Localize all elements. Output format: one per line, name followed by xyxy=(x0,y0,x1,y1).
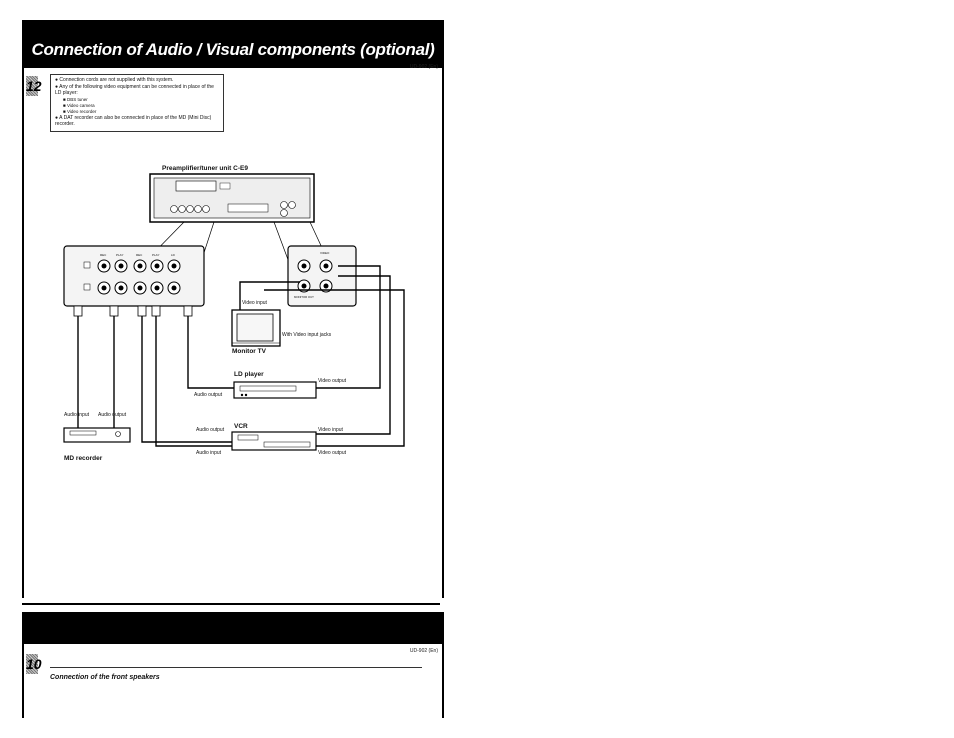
page-code: UD-902 (En) xyxy=(409,64,438,70)
monitor-label: Monitor TV xyxy=(232,348,266,355)
md-audio-output-label: Audio output xyxy=(98,412,127,418)
monitor-note: With Video input jacks xyxy=(282,332,332,338)
section-title: Connection of the front speakers xyxy=(50,674,160,681)
panel-label-video: VIDEO xyxy=(320,251,330,255)
ld-audio-output-label: Audio output xyxy=(194,392,223,398)
connection-diagram xyxy=(24,20,442,598)
vcr xyxy=(232,432,316,450)
page-divider xyxy=(22,603,440,605)
jack-label-play-2: PLAY xyxy=(152,253,160,257)
monitor-video-input-label: Video input xyxy=(242,300,267,306)
ld-player xyxy=(234,382,316,398)
note-1: Connection cords are not supplied with this system. xyxy=(59,77,174,83)
notes-box: ● Connection cords are not supplied with this system. ● Any of the following video equipment can be connected in place of the LD player: ■ DBS tuner ■ Video camera ■ Video recorder ● A DAT recorder can also be connected in place of the MD (Mini Disc) recorder. xyxy=(50,74,224,132)
vcr-label: VCR xyxy=(234,423,248,430)
jack-label-rec-2: REC xyxy=(136,253,143,257)
vcr-audio-output-label: Audio output xyxy=(196,427,225,433)
audio-jack-panel xyxy=(64,246,204,306)
vcr-video-output-label: Video output xyxy=(318,450,346,456)
md-label: MD recorder xyxy=(64,455,103,462)
page-code-2: UD-902 (En) xyxy=(409,648,438,654)
preamp-unit xyxy=(150,174,314,222)
manual-page-12 xyxy=(22,20,444,598)
jack-label-rec-1: REC xyxy=(100,253,107,257)
md-recorder xyxy=(64,428,130,442)
note-3: A DAT recorder can also be connected in place of the MD (Mini Disc) recorder. xyxy=(55,115,212,127)
monitor-tv xyxy=(232,310,280,346)
md-audio-input-label: Audio input xyxy=(64,412,90,418)
note-video-recorder: Video recorder xyxy=(66,109,97,114)
ld-video-output-label: Video output xyxy=(318,378,346,384)
note-2: Any of the following video equipment can be connected in place of the LD player: xyxy=(55,84,214,96)
panel-label-monitor-out: MONITOR OUT xyxy=(294,295,314,299)
plugs xyxy=(74,306,192,316)
manual-page-10 xyxy=(22,612,444,718)
jack-label-play-1: PLAY xyxy=(116,253,124,257)
vcr-video-input-label: Video input xyxy=(318,427,343,433)
section-rule xyxy=(50,667,422,668)
page-number-tab: 12 xyxy=(26,78,42,94)
page-title: Connection of Audio / Visual components (optional) xyxy=(31,40,435,59)
title-banner-2 xyxy=(24,612,442,644)
page-number-tab-2: 10 xyxy=(26,656,42,672)
vcr-audio-input-label: Audio input xyxy=(196,450,222,456)
jack-label-ld: LD xyxy=(171,253,175,257)
preamp-label: Preamplifier/tuner unit C-E9 xyxy=(162,165,248,172)
ld-label: LD player xyxy=(234,371,264,378)
note-camera: Video camera xyxy=(66,103,95,108)
note-dbs: DBS tuner xyxy=(66,97,88,102)
